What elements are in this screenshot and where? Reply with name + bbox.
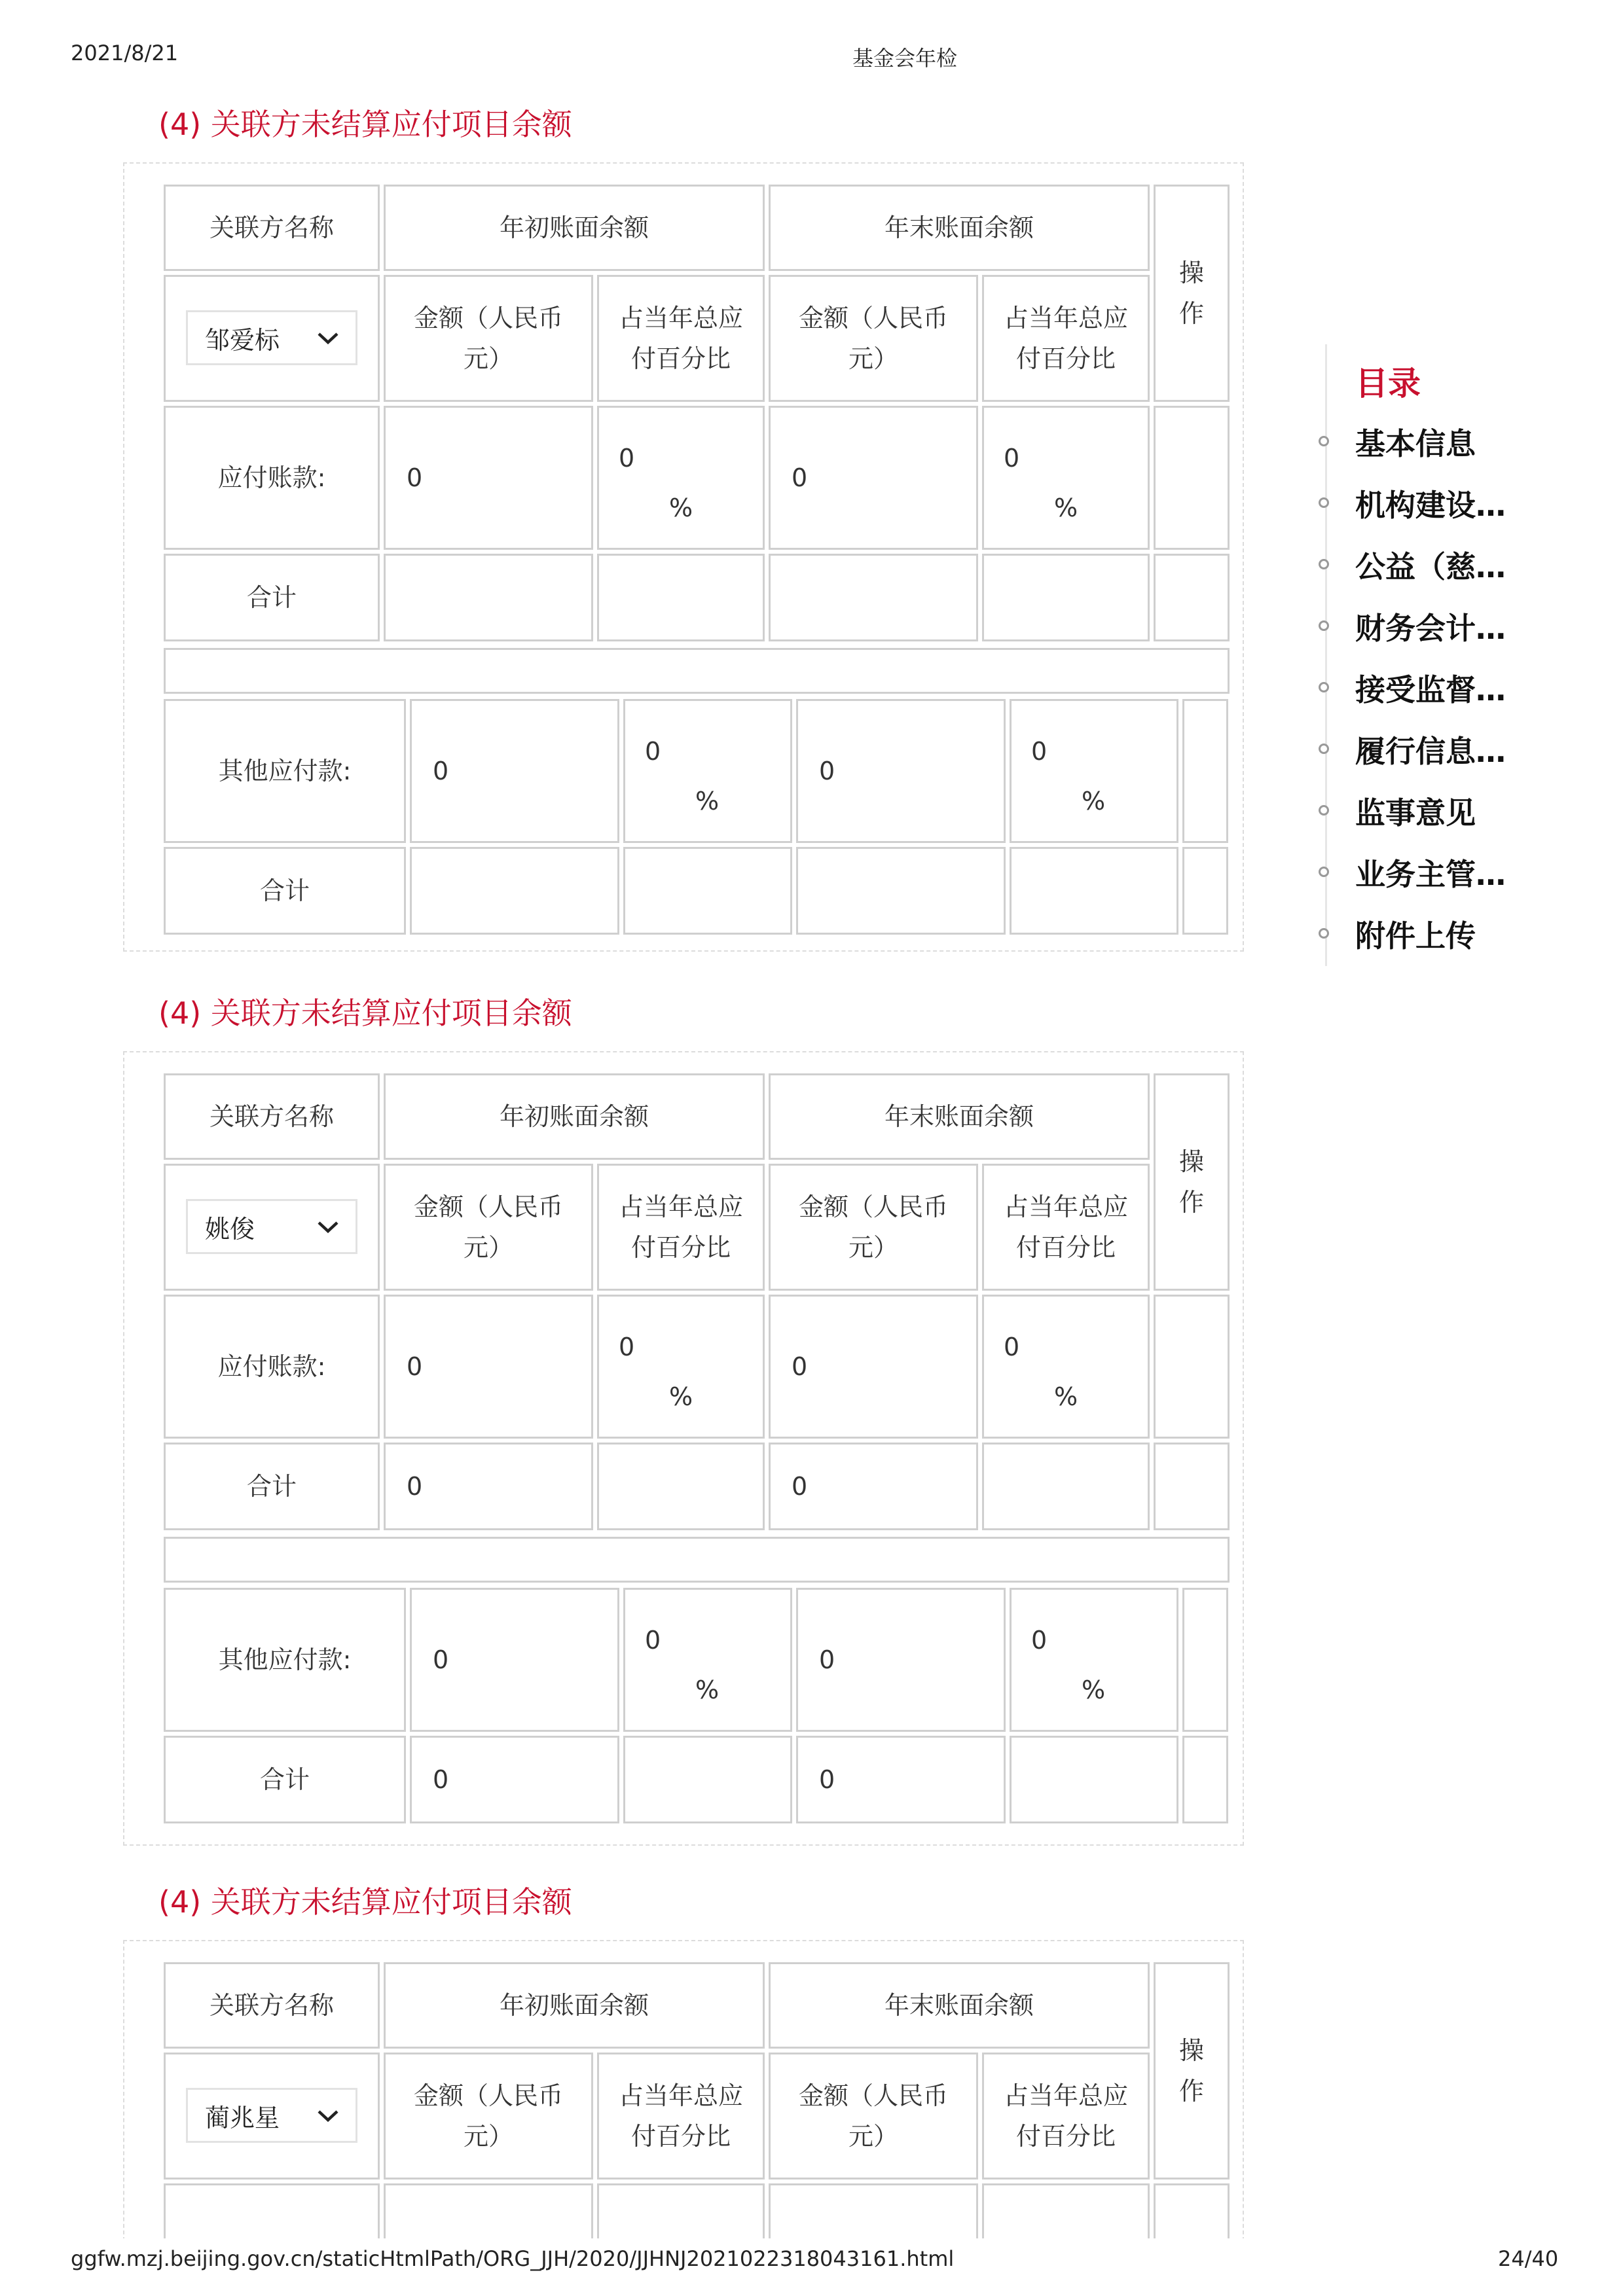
toc-dot-icon [1319,559,1329,569]
ap-closing-pct-cell[interactable] [982,406,1150,550]
op-opening-amount: 0 [433,1645,449,1674]
ap-subtotal-opening-cell [384,554,593,641]
toc-title: 目录 [1355,365,1421,403]
op-subtotal-closing-cell [796,847,1006,935]
op-opening-pct-cell[interactable] [623,699,792,843]
ap-opening-pct-cell[interactable] [597,406,765,550]
toc-item-basic-info[interactable]: 基本信息 [1355,426,1476,461]
header-opening-balance: 年初账面余额 [384,1962,765,2049]
op-subtotal-operation-cell [1182,847,1228,935]
row-cell-partial [982,2183,1150,2242]
ap-opening-amount-cell[interactable] [384,406,593,550]
ap-closing-amount: 0 [792,1352,808,1381]
header-opening-pct: 占当年总应 付百分比 [597,2053,765,2179]
header-closing-pct: 占当年总应 付百分比 [982,1164,1150,1291]
spacer-row [164,1537,1230,1583]
ap-subtotal-operation-cell [1154,554,1230,641]
ap-closing-amount-cell[interactable] [769,406,978,550]
toc-dot-icon [1319,620,1329,631]
percent-sign: % [669,493,693,522]
toc-item-attachments[interactable]: 附件上传 [1355,918,1476,954]
op-closing-amount-cell[interactable] [796,699,1006,843]
op-subtotal-closing-cell [796,1736,1006,1823]
op-closing-amount: 0 [819,1645,835,1674]
party-select-value: 姚俊 [205,1214,255,1244]
header-operation: 操 作 [1154,1962,1230,2179]
ap-closing-amount-cell[interactable] [769,1295,978,1439]
op-subtotal-opening-pct-cell [623,847,792,935]
header-operation: 操 作 [1154,1073,1230,1291]
chevron-down-icon [316,1220,340,1234]
op-opening-pct: 0 [645,737,661,766]
percent-sign: % [1054,1382,1078,1411]
print-page-number: 24/40 [1498,2246,1559,2271]
toc-dot-icon [1319,928,1329,939]
header-closing-amount: 金额（人民币 元） [769,1164,978,1291]
toc-item-supervisor-opinion[interactable]: 监事意见 [1355,795,1476,831]
header-operation: 操 作 [1154,185,1230,402]
header-opening-pct: 占当年总应 付百分比 [597,275,765,402]
header-closing-balance: 年末账面余额 [769,1962,1150,2049]
ap-operation-cell [1154,1295,1230,1439]
toc-item-disclosure[interactable]: 履行信息… [1355,734,1506,769]
row-cell-partial [769,2183,978,2242]
row-cell-partial [164,2183,380,2242]
print-url: ggfw.mzj.beijing.gov.cn/staticHtmlPath/ORG_JJH/2020/JJHNJ2021022318043161.html [71,2246,955,2271]
percent-sign: % [1082,787,1106,816]
print-date: 2021/8/21 [71,41,179,65]
section-title: (4) 关联方未结算应付项目余额 [158,107,572,142]
op-subtotal-closing: 0 [819,1765,835,1794]
row-label-other-payables: 其他应付款: [164,699,406,843]
op-subtotal-closing-pct-cell [1010,847,1178,935]
op-closing-pct-cell[interactable] [1010,699,1178,843]
print-title: 基金会年检 [852,46,958,71]
chevron-down-icon [316,2109,340,2123]
toc-dot-icon [1319,805,1329,816]
ap-closing-pct: 0 [1004,1333,1020,1361]
ap-closing-pct: 0 [1004,444,1020,473]
row-label-subtotal: 合计 [164,554,380,641]
header-opening-amount: 金额（人民币 元） [384,1164,593,1291]
row-cell-partial [597,2183,765,2242]
percent-sign: % [1054,493,1078,522]
header-opening-amount: 金额（人民币 元） [384,2053,593,2179]
party-select[interactable] [186,1199,357,1254]
op-closing-amount: 0 [819,757,835,785]
op-subtotal-operation-cell [1182,1736,1228,1823]
toc-dot-icon [1319,497,1329,508]
ap-opening-pct-cell[interactable] [597,1295,765,1439]
percent-sign: % [1082,1676,1106,1704]
op-closing-amount-cell[interactable] [796,1588,1006,1732]
party-select[interactable] [186,310,357,365]
header-closing-balance: 年末账面余额 [769,1073,1150,1160]
header-opening-amount: 金额（人民币 元） [384,275,593,402]
ap-subtotal-operation-cell [1154,1443,1230,1530]
op-subtotal-opening-cell [410,847,619,935]
ap-opening-amount: 0 [407,463,423,492]
header-party-name: 关联方名称 [164,1073,380,1160]
chevron-down-icon [316,331,340,346]
ap-subtotal-opening-pct-cell [597,1443,765,1530]
header-closing-pct: 占当年总应 付百分比 [982,275,1150,402]
header-opening-pct: 占当年总应 付百分比 [597,1164,765,1291]
header-party-name: 关联方名称 [164,185,380,271]
section-title: (4) 关联方未结算应付项目余额 [158,996,572,1031]
row-label-subtotal: 合计 [164,1443,380,1530]
op-subtotal-opening-cell [410,1736,619,1823]
section-title: (4) 关联方未结算应付项目余额 [158,1884,572,1920]
op-opening-amount-cell[interactable] [410,1588,619,1732]
header-closing-amount: 金额（人民币 元） [769,275,978,402]
ap-subtotal-opening-cell [384,1443,593,1530]
toc-item-competent-authority[interactable]: 业务主管… [1355,857,1506,892]
ap-subtotal-closing-cell [769,1443,978,1530]
toc-sidebar [1315,344,1590,966]
op-subtotal-opening-pct-cell [623,1736,792,1823]
toc-dot-icon [1319,436,1329,446]
header-party-name: 关联方名称 [164,1962,380,2049]
toc-item-charity[interactable]: 公益（慈… [1355,549,1506,584]
ap-opening-amount: 0 [407,1352,423,1381]
header-opening-balance: 年初账面余额 [384,1073,765,1160]
op-opening-pct-cell[interactable] [623,1588,792,1732]
spacer-row [164,648,1230,694]
toc-dot-icon [1319,744,1329,754]
ap-opening-pct: 0 [619,1333,635,1361]
ap-subtotal-opening: 0 [407,1472,423,1501]
row-label-other-payables: 其他应付款: [164,1588,406,1732]
row-label-accounts-payable: 应付账款: [164,406,380,550]
party-select-value: 邹爱标 [205,325,280,355]
party-select-value: 蔺兆星 [205,2103,280,2132]
op-opening-pct: 0 [645,1626,661,1655]
ap-opening-amount-cell[interactable] [384,1295,593,1439]
toc-item-finance[interactable]: 财务会计… [1355,611,1506,646]
row-label-subtotal: 合计 [164,847,406,935]
op-closing-pct: 0 [1031,1626,1048,1655]
percent-sign: % [695,787,720,816]
op-operation-cell [1182,699,1228,843]
toc-item-supervision[interactable]: 接受监督… [1355,672,1506,708]
ap-subtotal-closing-pct-cell [982,554,1150,641]
ap-subtotal-closing: 0 [792,1472,808,1501]
row-cell-partial [1154,2183,1230,2242]
toc-item-organization[interactable]: 机构建设… [1355,488,1506,523]
ap-subtotal-closing-cell [769,554,978,641]
ap-operation-cell [1154,406,1230,550]
row-cell-partial [384,2183,593,2242]
row-label-accounts-payable: 应付账款: [164,1295,380,1439]
op-operation-cell [1182,1588,1228,1732]
ap-closing-pct-cell[interactable] [982,1295,1150,1439]
op-closing-pct: 0 [1031,737,1048,766]
percent-sign: % [669,1382,693,1411]
toc-dot-icon [1319,682,1329,692]
row-label-subtotal: 合计 [164,1736,406,1823]
header-closing-pct: 占当年总应 付百分比 [982,2053,1150,2179]
op-subtotal-closing-pct-cell [1010,1736,1178,1823]
op-closing-pct-cell[interactable] [1010,1588,1178,1732]
op-opening-amount-cell[interactable] [410,699,619,843]
header-closing-amount: 金额（人民币 元） [769,2053,978,2179]
ap-closing-amount: 0 [792,463,808,492]
ap-opening-pct: 0 [619,444,635,473]
ap-subtotal-opening-pct-cell [597,554,765,641]
party-select[interactable] [186,2088,357,2143]
toc-dot-icon [1319,867,1329,877]
header-opening-balance: 年初账面余额 [384,185,765,271]
percent-sign: % [695,1676,720,1704]
op-opening-amount: 0 [433,757,449,785]
ap-subtotal-closing-pct-cell [982,1443,1150,1530]
op-subtotal-opening: 0 [433,1765,449,1794]
header-closing-balance: 年末账面余额 [769,185,1150,271]
